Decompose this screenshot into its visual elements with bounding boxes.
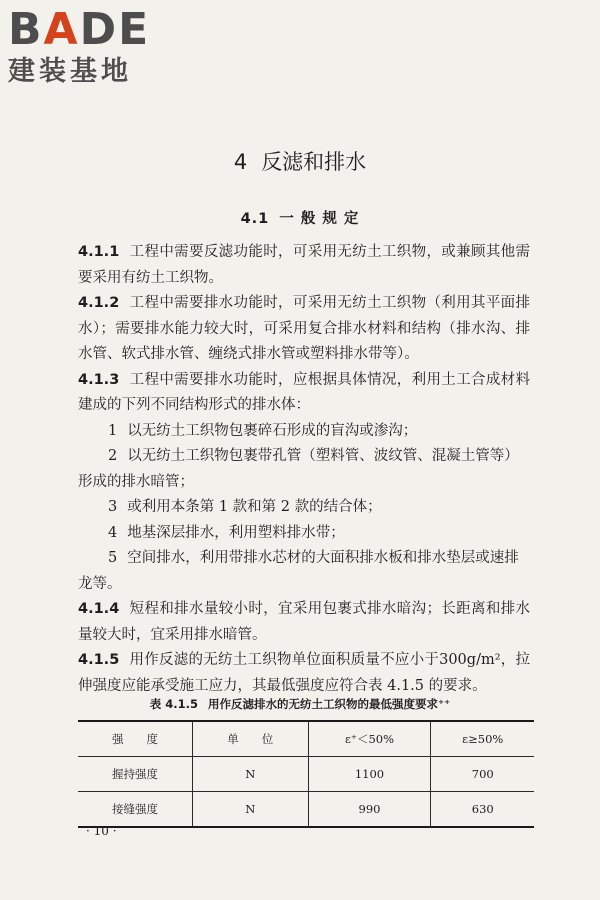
- table-caption: [0, 696, 600, 712]
- table-caption-text: 用作反滤排水的无纺土工织物的最低强度要求⁺⁺: [208, 697, 451, 711]
- list-item: 2 以无纺土工织物包裹带孔管（塑料管、波纹管、混凝土管等）形成的排水暗管；: [78, 448, 519, 490]
- list-item: 5 空间排水，利用带排水芯材的大面积排水板和排水垫层或速排龙等。: [78, 550, 519, 592]
- table-row: [78, 757, 534, 792]
- list-item: 3 或利用本条第 1 款和第 2 款的结合体；: [108, 499, 382, 515]
- table-header-cell: 单 位: [192, 721, 308, 757]
- table-header-cell: 强 度: [78, 721, 192, 757]
- logo-subtitle: 建装基地: [8, 56, 132, 87]
- table-number: 表 4.1.5: [149, 697, 199, 711]
- section-number: 4.1: [240, 211, 270, 227]
- logo-wordmark: BADE: [8, 4, 151, 55]
- table-cell: 700: [431, 757, 534, 792]
- clause-4-1-2: 4.1.2 工程中需要排水功能时，可采用无纺土工织物（利用其平面排水）；需要排水能力较大时，可采用复合排水材料和结构（排水沟、排水管、软式排水管、缠绕式排水管或塑料排水带等）。: [78, 295, 530, 362]
- strength-table: [78, 720, 534, 828]
- body-text: [78, 240, 530, 699]
- list-item: 4 地基深层排水，利用塑料排水带；: [108, 524, 345, 541]
- table-cell: 握持强度: [78, 757, 192, 792]
- chapter-number: 4: [233, 150, 248, 174]
- table-row: [78, 792, 534, 828]
- section-title-text: 一 般 规 定: [279, 211, 360, 227]
- section-title: [0, 207, 600, 228]
- table-header-cell: ε⁺＜50%: [308, 721, 431, 757]
- table-cell: 1100: [308, 757, 431, 792]
- site-logo: [8, 4, 150, 88]
- page-number: · 10 ·: [86, 824, 117, 838]
- logo-accent-letter: A: [43, 4, 80, 55]
- clause-4-1-1: 4.1.1 工程中需要反滤功能时，可采用无纺土工织物，或兼顾其他需要采用有纺土工织物。: [78, 244, 530, 286]
- clause-4-1-4: 4.1.4 短程和排水量较小时，宜采用包裹式排水暗沟；长距离和排水量较大时，宜采用排水暗管。: [78, 601, 530, 643]
- table-header-row: [78, 721, 534, 757]
- chapter-title: [0, 146, 600, 176]
- clause-4-1-3: 4.1.3 工程中需要排水功能时，应根据具体情况，利用土工合成材料建成的下列不同结构形式的排水体：: [78, 371, 530, 413]
- table-header-cell: ε≥50%: [431, 721, 534, 757]
- table-cell: N: [192, 757, 308, 792]
- chapter-title-text: 反滤和排水: [261, 150, 367, 174]
- table-cell: 接缝强度: [78, 792, 192, 828]
- clause-4-1-5: 4.1.5 用作反滤的无纺土工织物单位面积质量不应小于300g/m²，拉伸强度应能承受施工应力，其最低强度应符合表 4.1.5 的要求。: [78, 652, 530, 694]
- table-cell: 990: [308, 792, 431, 828]
- list-item: 1 以无纺土工织物包裹碎石形成的盲沟或渗沟；: [108, 422, 418, 439]
- table-cell: N: [192, 792, 308, 828]
- table-cell: 630: [431, 792, 534, 828]
